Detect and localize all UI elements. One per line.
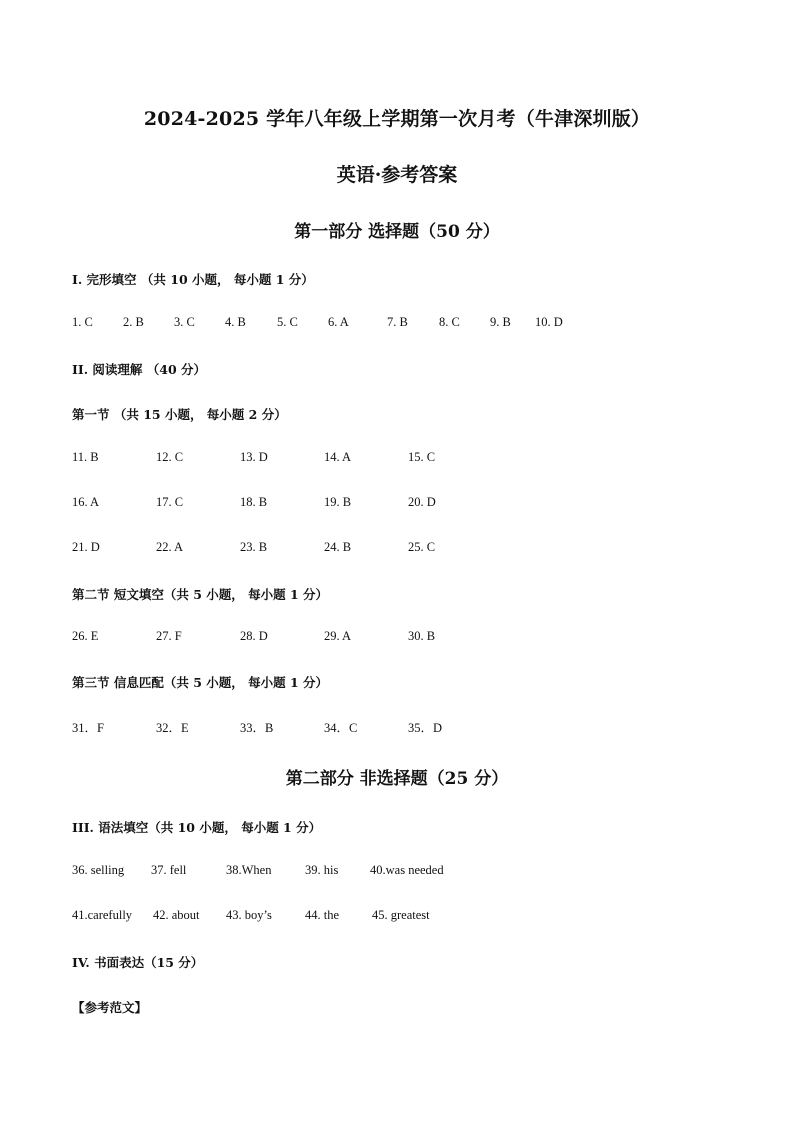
cloze-heading: I. 完形填空 （共 10 小题， 每小题 1 分） — [72, 272, 314, 287]
answer-item: 22. A — [156, 540, 184, 554]
answer-item: 5. C — [277, 315, 298, 329]
answer-item: 24. B — [324, 540, 352, 554]
reading-section3-heading: 第三节 信息匹配（共 5 小题， 每小题 1 分） — [72, 675, 329, 690]
answer-item: 8. C — [439, 315, 460, 329]
answer-item: 43. boy’s — [226, 908, 272, 922]
reading-heading: II. 阅读理解 （40 分） — [72, 362, 206, 377]
document-subtitle: 英语·参考答案 — [336, 164, 458, 186]
answer-item: 2. B — [123, 315, 144, 329]
answer-item: 42. about — [153, 908, 200, 922]
answer-item: 13. D — [240, 450, 268, 464]
answer-item: 19. B — [324, 495, 352, 509]
answer-item: 44. the — [305, 908, 340, 922]
answer-item: 34．C — [324, 721, 358, 735]
answer-item: 9. B — [490, 315, 511, 329]
answer-item: 18. B — [240, 495, 268, 509]
document-title: 2024-2025 学年八年级上学期第一次月考（牛津深圳版） — [143, 108, 651, 130]
answer-item: 37. fell — [151, 863, 187, 877]
answer-item: 36. selling — [72, 863, 125, 877]
grammar-heading: III. 语法填空（共 10 小题， 每小题 1 分） — [72, 820, 322, 835]
answer-item: 10. D — [535, 315, 563, 329]
answer-item: 31．F — [72, 721, 104, 735]
answer-item: 39. his — [305, 863, 339, 877]
answer-item: 4. B — [225, 315, 246, 329]
reading-section2-heading: 第二节 短文填空（共 5 小题， 每小题 1 分） — [72, 587, 329, 602]
answer-item: 25. C — [408, 540, 436, 554]
answer-item: 29. A — [324, 629, 352, 643]
answer-item: 38.When — [226, 863, 272, 877]
answer-item: 30. B — [408, 629, 436, 643]
answer-item: 28. D — [240, 629, 268, 643]
answer-item: 17. C — [156, 495, 184, 509]
answer-item: 14. A — [324, 450, 352, 464]
sample-essay-label: 【参考范文】 — [72, 1000, 148, 1015]
answer-item: 3. C — [174, 315, 195, 329]
answer-item: 1. C — [72, 315, 93, 329]
part1-heading: 第一部分 选择题（50 分） — [294, 222, 500, 242]
answer-item: 40.was needed — [370, 863, 444, 877]
answer-item: 41.carefully — [72, 908, 133, 922]
answer-item: 6. A — [328, 315, 349, 329]
answer-item: 27. F — [156, 629, 182, 643]
reading-section1-heading: 第一节 （共 15 小题， 每小题 2 分） — [72, 407, 287, 422]
answer-item: 12. C — [156, 450, 184, 464]
answer-item: 26. E — [72, 629, 99, 643]
answer-item: 16. A — [72, 495, 100, 509]
answer-item: 11. B — [72, 450, 99, 464]
answer-item: 32．E — [156, 721, 189, 735]
answer-item: 20. D — [408, 495, 436, 509]
answer-item: 45. greatest — [372, 908, 430, 922]
answer-item: 23. B — [240, 540, 268, 554]
part2-heading: 第二部分 非选择题（25 分） — [285, 769, 509, 789]
answer-item: 33．B — [240, 721, 274, 735]
answer-item: 7. B — [387, 315, 408, 329]
writing-heading: IV. 书面表达（15 分） — [72, 955, 204, 970]
answer-item: 35．D — [408, 721, 443, 735]
answer-item: 21. D — [72, 540, 100, 554]
answer-item: 15. C — [408, 450, 436, 464]
